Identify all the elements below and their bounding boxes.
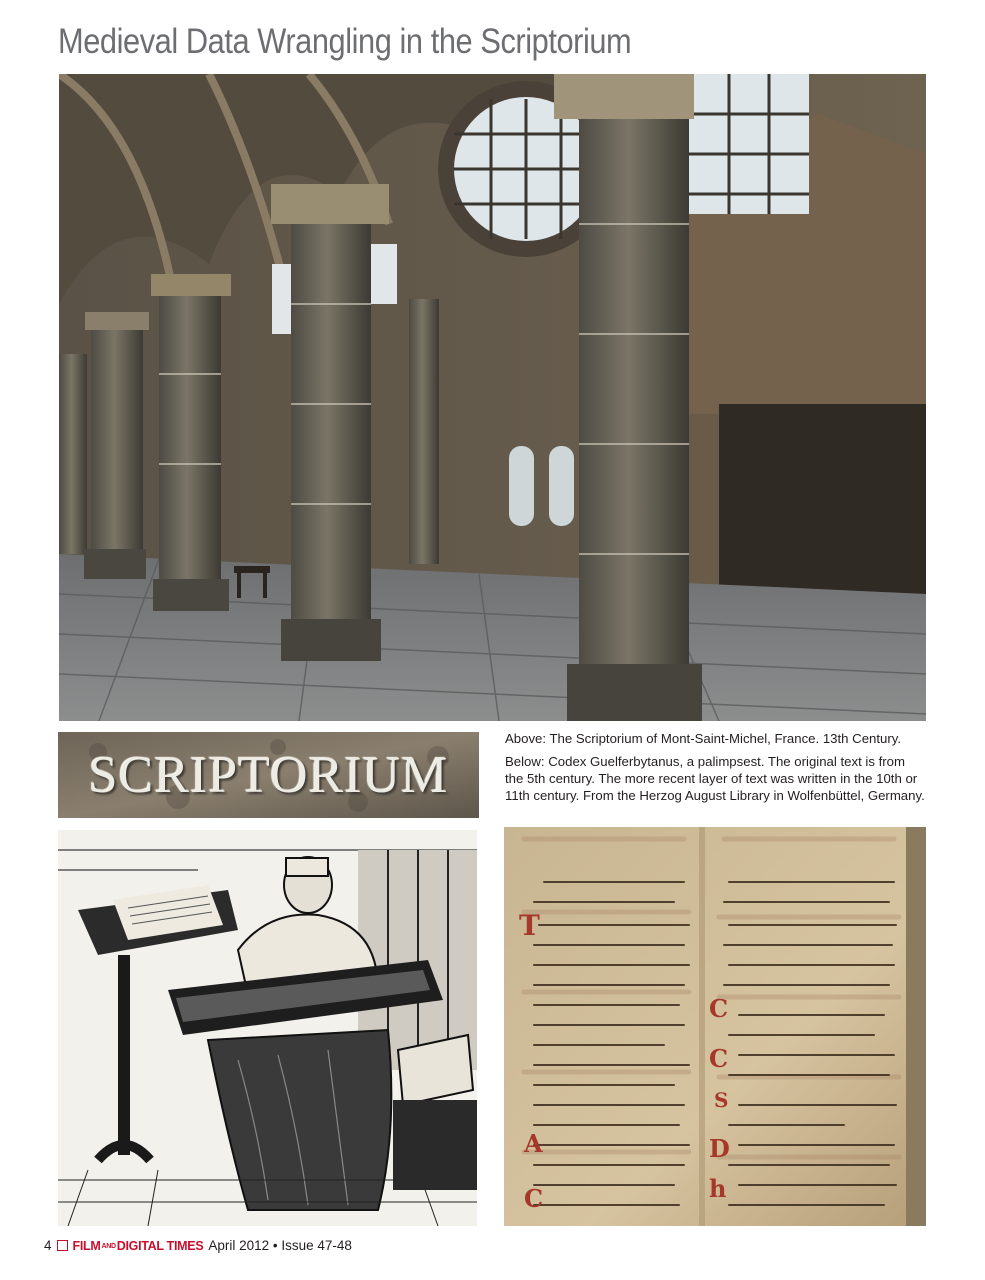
svg-text:C: C [524, 1184, 544, 1213]
caption-below: Below: Codex Guelferbytanus, a palimpsest. The original text is from the 5th century. The more recent layer of text was written in the 10th or 11th century. From the Herzog August Library in Wolfenbüttel, Germany. [505, 754, 925, 803]
svg-text:D: D [709, 1134, 730, 1163]
brand-and: AND [101, 1242, 116, 1250]
scriptorium-hall-photo [59, 74, 926, 721]
page-footer [44, 1238, 352, 1253]
brand-box-icon [57, 1240, 68, 1251]
brand-film: FILM [72, 1238, 101, 1253]
banner-text: SCRIPTORIUM [88, 746, 449, 804]
page-number: 4 [44, 1238, 52, 1253]
svg-text:S: S [714, 1088, 729, 1112]
palimpsest-manuscript-photo [504, 827, 926, 1226]
svg-text:T: T [519, 909, 540, 942]
svg-text:A: A [524, 1129, 543, 1158]
svg-text:h: h [709, 1174, 727, 1203]
issue-info: April 2012 • Issue 47-48 [208, 1238, 352, 1253]
brand-logo [73, 1239, 204, 1253]
monk-writing-woodcut [58, 830, 477, 1226]
scriptorium-banner [58, 732, 479, 818]
page-title: Medieval Data Wrangling in the Scriptorium [58, 22, 632, 61]
brand-digital: DIGITAL TIMES [116, 1238, 204, 1253]
svg-text:C: C [709, 1044, 729, 1073]
svg-text:C: C [709, 994, 729, 1023]
captions [505, 730, 925, 810]
caption-above: Above: The Scriptorium of Mont-Saint-Michel, France. 13th Century. [505, 731, 902, 746]
